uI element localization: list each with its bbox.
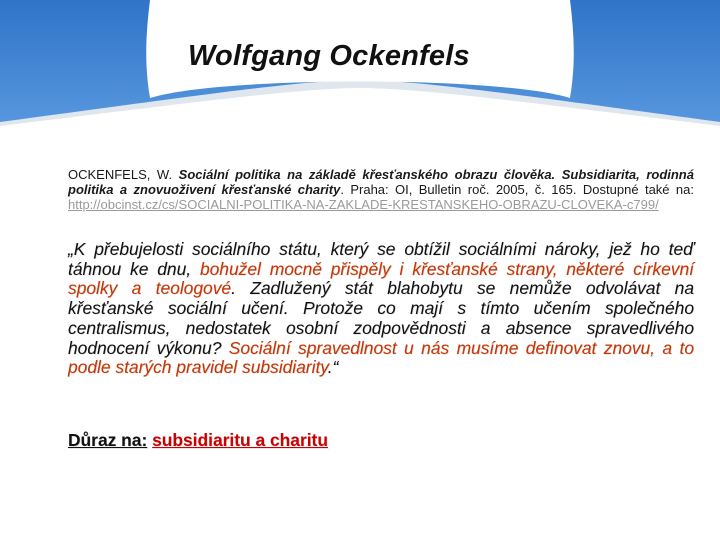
quote-text-2: . Zadlužený stát blahobytu se nemůže odvolávat na křesťanské sociální učení. Protože co mají s tímto učením společného centralismus, nedostatek osobní zodpovědnosti a absence spravedlivého hodnocení výkonu? [68, 278, 694, 358]
citation-available-label: Dostupné také na: [582, 182, 694, 197]
quote [68, 240, 694, 378]
slide-title: Wolfgang Ockenfels [188, 40, 470, 72]
quote-text-1: „K přebujelosti sociálního státu, který se obtížil sociálními nároky, jež ho teď táhnou ke dnu, [68, 239, 694, 279]
emphasis-value: subsidiaritu a charitu [152, 430, 328, 450]
quote-highlight-1: bohužel mocně přispěly i křesťanské strany, některé církevní spolky a teologové [68, 258, 694, 299]
citation [68, 167, 694, 212]
citation-work-title: Sociální politika na základě křesťanského obrazu člověka. Subsidiarita, rodinná politika a znovuoživení křesťanské charity [68, 167, 694, 197]
citation-publisher: . Praha: OI, Bulletin roč. 2005, č. 165. [340, 182, 577, 197]
citation-author: OCKENFELS, W. [68, 167, 173, 182]
citation-link[interactable]: http://obcinst.cz/cs/SOCIALNI-POLITIKA-NA-ZAKLADE-KRESTANSKEHO-OBRAZU-CLOVEKA-c799/ [68, 197, 659, 212]
emphasis-line [68, 430, 328, 451]
emphasis-label: Důraz na: [68, 430, 148, 450]
quote-highlight-2: Sociální spravedlnost u nás musíme definovat znovu, a to podle starých pravidel subsidiarity [68, 337, 694, 378]
quote-text-3: .“ [327, 357, 339, 378]
title-banner [0, 0, 720, 135]
